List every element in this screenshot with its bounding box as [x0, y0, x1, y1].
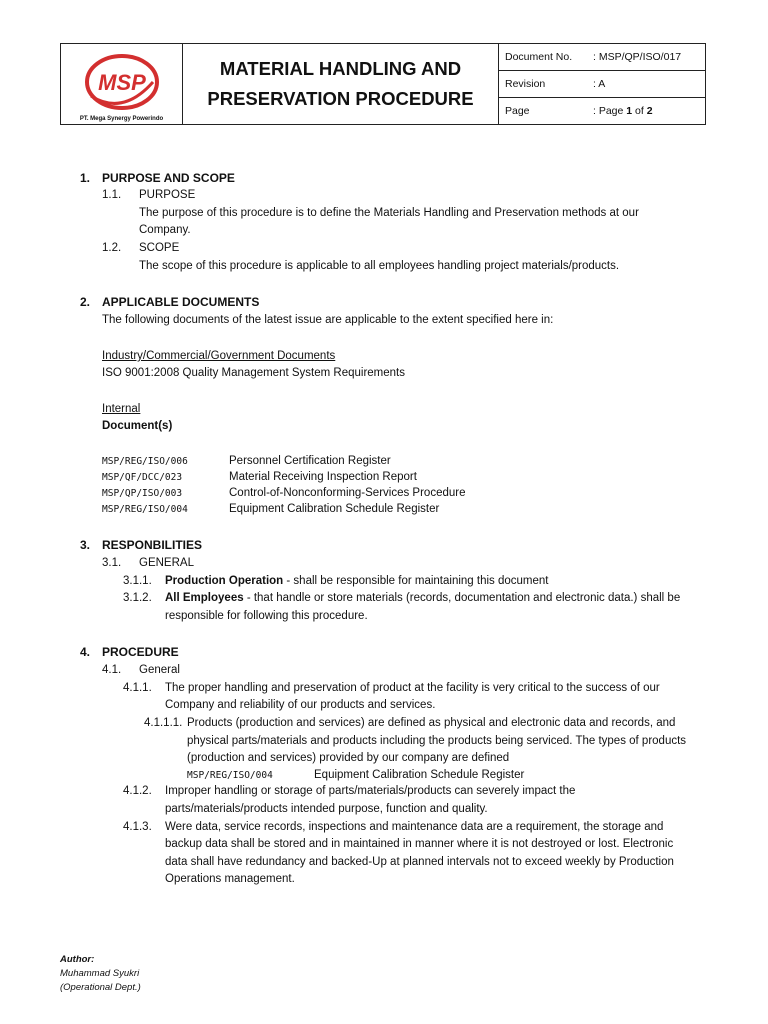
- item-3-1-2-text: [165, 592, 680, 604]
- author-label: Author:: [60, 954, 95, 965]
- doc-name: Control-of-Nonconforming-Services Procedure: [229, 487, 466, 499]
- scope-text: The scope of this procedure is applicable to all employees handling project materials/products.: [139, 260, 620, 272]
- page-row: [499, 98, 705, 124]
- section-1-title: PURPOSE AND SCOPE: [102, 171, 235, 185]
- item-3-1-2-line-2: responsible for following this procedure.: [165, 610, 368, 622]
- title-cell: [183, 44, 499, 124]
- section-3-title: RESPONBILITIES: [102, 538, 203, 552]
- author-name: Muhammad Syukri: [60, 968, 140, 979]
- doc-code: MSP/REG/ISO/004: [102, 504, 188, 515]
- industry-heading: Industry/Commercial/Government Documents: [102, 350, 336, 362]
- logo-text: MSP: [97, 70, 146, 95]
- item-3-1-1-rest: - shall be responsible for maintaining this document: [283, 575, 549, 587]
- msp-logo-icon: [83, 52, 161, 114]
- item-3-1-1-text: [165, 575, 548, 587]
- section-2-number: 2.: [80, 295, 91, 309]
- item-4-1-1-line-2: Company and reliability of our products and services.: [165, 699, 436, 711]
- item-3-1-2-number: 3.1.2.: [123, 592, 152, 604]
- document-number-row: [499, 44, 705, 71]
- page-value: [593, 105, 705, 117]
- logo-cell: [61, 44, 183, 124]
- document-number-value: : MSP/QP/ISO/017: [593, 51, 682, 63]
- scope-title: SCOPE: [139, 242, 180, 254]
- item-4-1-1-1-number: 4.1.1.1.: [144, 717, 183, 729]
- meta-cell: [499, 44, 705, 124]
- section-4-number: 4.: [80, 645, 91, 659]
- item-4-1-2-line-1: Improper handling or storage of parts/materials/products can severely impact the: [165, 785, 576, 797]
- doc-code: MSP/QF/DCC/023: [102, 472, 183, 483]
- item-4-1-1-1-doc-code: MSP/REG/ISO/004: [187, 770, 273, 781]
- section-4-title: PROCEDURE: [102, 645, 179, 659]
- item-4-1-3-line-3: data shall have redundancy and backed-Up at planned intervals not to exceed weekly by Production: [165, 856, 674, 868]
- general-4-title: General: [139, 664, 180, 676]
- item-4-1-2-number: 4.1.2.: [123, 785, 152, 797]
- item-4-1-3-line-4: Operations management.: [165, 873, 295, 885]
- section-1-number: 1.: [80, 171, 91, 185]
- internal-heading: Internal: [102, 403, 141, 415]
- document-header: [60, 43, 706, 125]
- item-3-1-2-bold: All Employees: [165, 592, 244, 604]
- item-3-1-2-rest: - that handle or store materials (records, documentation and electronic data.) shall be: [243, 592, 681, 604]
- item-4-1-3-line-1: Were data, service records, inspections and maintenance data are a requirement, the storage and: [165, 821, 664, 833]
- revision-label: Revision: [505, 78, 546, 90]
- general-number: 3.1.: [102, 557, 122, 569]
- page-current: 1: [626, 105, 633, 117]
- item-4-1-1-line-1: The proper handling and preservation of product at the facility is very critical to the success of our: [165, 682, 660, 694]
- item-4-1-1-1-line-3: (production and services) provided by our company are defined: [187, 752, 510, 764]
- item-4-1-1-1-line-1: Products (production and services) are defined as physical and electronic data and records, and: [187, 717, 676, 729]
- section-3-number: 3.: [80, 538, 91, 552]
- purpose-text-line-2: Company.: [139, 224, 191, 236]
- purpose-title: PURPOSE: [139, 189, 196, 201]
- item-4-1-1-1-doc-name: Equipment Calibration Schedule Register: [314, 769, 525, 781]
- iso-standard: ISO 9001:2008 Quality Management System Requirements: [102, 367, 405, 379]
- doc-name: Personnel Certification Register: [229, 455, 391, 467]
- revision-row: [499, 71, 705, 98]
- page-total: 2: [646, 105, 653, 117]
- scope-number: 1.2.: [102, 242, 122, 254]
- purpose-number: 1.1.: [102, 189, 122, 201]
- revision-value: : A: [593, 78, 606, 90]
- item-4-1-3-line-2: backup data shall be stored and in maintained in manner where it is not destroyed or lost. Electronic: [165, 838, 674, 850]
- item-3-1-1-bold: Production Operation: [165, 575, 284, 587]
- doc-code: MSP/REG/ISO/006: [102, 456, 188, 467]
- document-title-line-2: PRESERVATION PROCEDURE: [207, 88, 474, 109]
- company-name: PT. Mega Synergy Powerindo: [79, 116, 164, 122]
- page-label: Page: [505, 105, 530, 117]
- general-4-number: 4.1.: [102, 664, 122, 676]
- general-title: GENERAL: [139, 557, 194, 569]
- document-number-label: Document No.: [505, 51, 573, 63]
- purpose-text-line-1: The purpose of this procedure is to define the Materials Handling and Preservation methods at our: [139, 207, 639, 219]
- doc-code: MSP/QP/ISO/003: [102, 488, 183, 499]
- item-3-1-1-number: 3.1.1.: [123, 575, 152, 587]
- author-department: (Operational Dept.): [60, 982, 141, 993]
- item-4-1-3-number: 4.1.3.: [123, 821, 152, 833]
- doc-name: Material Receiving Inspection Report: [229, 471, 417, 483]
- page-value-of: of: [632, 105, 647, 117]
- documents-heading: Document(s): [102, 420, 173, 432]
- doc-name: Equipment Calibration Schedule Register: [229, 503, 440, 515]
- section-2-title: APPLICABLE DOCUMENTS: [102, 295, 260, 309]
- item-4-1-2-line-2: parts/materials/products intended purpose, function and quality.: [165, 803, 488, 815]
- page-value-prefix: : Page: [593, 105, 627, 117]
- document-title-line-1: MATERIAL HANDLING AND: [219, 58, 462, 79]
- item-4-1-1-number: 4.1.1.: [123, 682, 152, 694]
- applicable-intro: The following documents of the latest issue are applicable to the extent specified here in:: [102, 314, 554, 326]
- item-4-1-1-1-line-2: physical parts/materials and products including the products being serviced. The types of products: [187, 735, 687, 747]
